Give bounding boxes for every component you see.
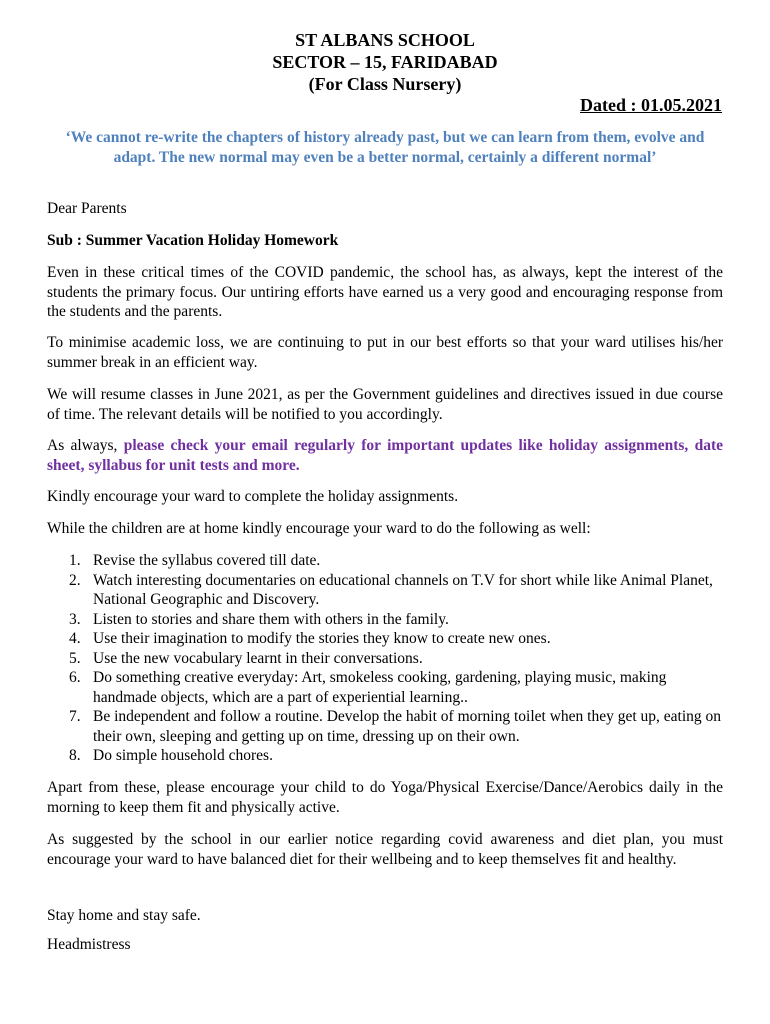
list-item: 6. Do something creative everyday: Art, smokeless cooking, gardening, playing music, making handmade objects, which are a part of experiential learning..	[69, 669, 667, 706]
list-item: 4. Use their imagination to modify the stories they know to create new ones.	[69, 630, 551, 647]
list-item: 8. Do simple household chores.	[69, 747, 273, 764]
paragraph-7: Apart from these, please encourage your child to do Yoga/Physical Exercise/Dance/Aerobics daily in the morning to keep them fit and physically active.	[47, 779, 723, 816]
list-item: 2. Watch interesting documentaries on educational channels on T.V for short while like Animal Planet, National Geographic and Discovery.	[69, 571, 713, 608]
paragraph-2: To minimise academic loss, we are continuing to put in our best efforts so that your ward utilises his/her summer break in an efficient way.	[47, 334, 723, 371]
paragraph-3: We will resume classes in June 2021, as per the Government guidelines and directives issued in due course of time. The relevant details will be notified to you accordingly.	[47, 386, 723, 423]
list-item: 3. Listen to stories and share them with others in the family.	[69, 610, 449, 628]
email-highlight: please check your email regularly for important updates like holiday assignments, date sheet, syllabus for unit tests and more.	[47, 437, 723, 474]
class-label: (For Class Nursery)	[308, 74, 462, 94]
paragraph-6: While the children are at home kindly encourage your ward to do the following as well:	[47, 520, 591, 537]
paragraph-1: Even in these critical times of the COVID pandemic, the school has, as always, kept the interest of the students the primary focus. Our untiring efforts have earned us a very good and encouraging response from the students and the parents.	[47, 264, 723, 320]
closing-line: Stay home and stay safe.	[47, 907, 201, 924]
school-name: ST ALBANS SCHOOL	[295, 30, 475, 50]
paragraph-8: As suggested by the school in our earlier notice regarding covid awareness and diet plan, you must encourage your ward to have balanced diet for their wellbeing and to keep themselves fit and healthy.	[47, 831, 723, 868]
school-location: SECTOR – 15, FARIDABAD	[272, 52, 498, 72]
list-item: 5. Use the new vocabulary learnt in their conversations.	[69, 649, 423, 667]
activity-list	[47, 551, 723, 766]
paragraph-4	[47, 436, 723, 475]
salutation: Dear Parents	[47, 200, 127, 217]
subject-line: Sub : Summer Vacation Holiday Homework	[47, 232, 339, 249]
paragraph-5: Kindly encourage your ward to complete the holiday assignments.	[47, 488, 459, 505]
quote: ‘We cannot re-write the chapters of history already past, but we can learn from them, evolve and adapt. The new normal may even be a better normal, certainly a different normal’	[65, 129, 705, 166]
list-item: 1. Revise the syllabus covered till date.	[69, 552, 321, 569]
signature: Headmistress	[47, 936, 131, 953]
list-item: 7. Be independent and follow a routine. Develop the habit of morning toilet when they get up, eating on their own, sleeping and getting up on time, dressing up on their own.	[69, 708, 722, 745]
date-line: Dated : 01.05.2021	[580, 95, 722, 115]
paragraph-4-prefix: As always,	[47, 437, 124, 454]
